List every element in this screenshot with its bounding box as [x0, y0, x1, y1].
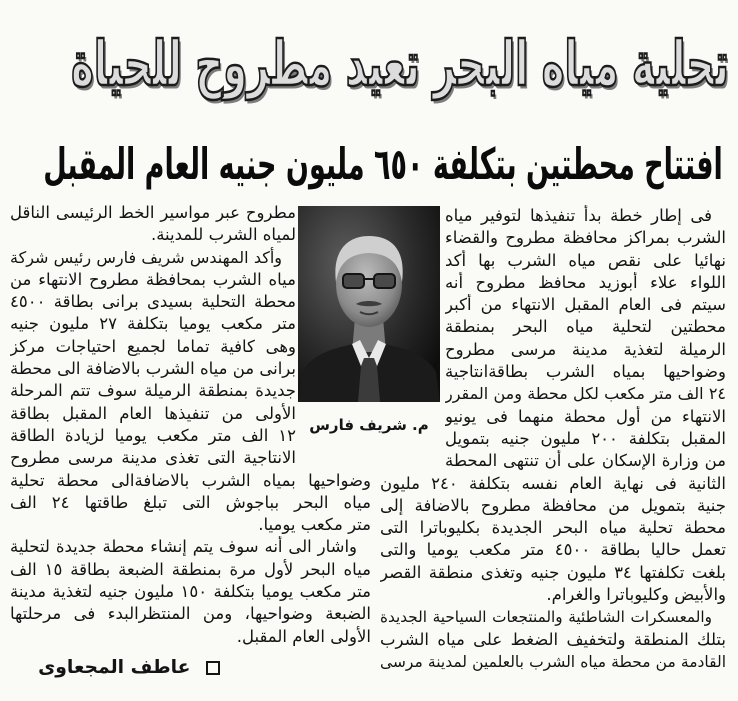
left-column-line: مياه البحر بباجوش التى تبلغ طاقتها ٢٤ الف [10, 492, 371, 512]
main-headline-text: افتتاح محطتين بتكلفة ٦٥٠ مليون جنيه العام المقبل [43, 140, 723, 190]
right-column-line: بلغت تكلفتها ٣٤ مليون جنيه وتغذى منطقة القصر [380, 562, 726, 582]
right-column-line: المقبل بتكلفة ٢٠٠ مليون جنيه بتمويل [445, 428, 726, 448]
left-column-line: ١٢ الف متر مكعب يوميا لزيادة الطاقة [10, 425, 296, 445]
left-column-line: الأولى العام المقبل. [236, 626, 371, 646]
left-column-line: جديدة بمنطقة الرميلة سوف تتم المرحلة [10, 381, 296, 401]
right-column-line: نهائيا على نقص مياه الشرب بها أكد [445, 250, 726, 270]
left-column-line: متر مكعب يوميا. [258, 515, 371, 535]
right-column-line: من وزارة الإسكان على أن تنتهى المحطة [445, 451, 726, 471]
photo-caption: م. شريف فارس [309, 416, 429, 434]
byline [38, 652, 220, 684]
right-column-line: محطة تحلية مياه البحر الجديدة بكليوباترا التى [380, 518, 726, 538]
left-column-line: الضبعة وضواحيها، ومن المنتظرالبدء فى مرحلتها [10, 604, 371, 624]
right-column-line: اللواء علاء أبوزيد محافظ مطروح أنه [445, 272, 726, 292]
left-column-line: واشار الى أنه سوف يتم إنشاء محطة جديدة لتحلية [10, 537, 357, 557]
right-column-line: القادمة من محطة مياه الشرب بالعلمين لمدينة مرسى [380, 652, 726, 671]
right-column-line: محطتين لتحلية مياه البحر بمنطقة [445, 317, 726, 337]
left-column [10, 202, 371, 648]
left-column-line: برانى من مياه الشرب بالاضافة الى محطة [10, 359, 296, 379]
right-column-line: الشرب بمراكز محافظة مطروح والقضاء [445, 228, 726, 248]
left-column-line: وضواحيها بمياه الشرب بالاضافةالى محطة تحلية [10, 470, 371, 490]
left-column-line: متر مكعب يوميا بتكلفة ١٥٠ مليون جنيه لتغذية مدينة [10, 582, 371, 602]
kicker-headline-text: تحلية مياه البحر تعيد مطروح للحياة [71, 29, 729, 102]
left-column-line: الأولى من تنفيذها العام المقبل بطاقة [10, 403, 296, 423]
right-column-line: وضواحيها بمياه الشرب بطاقةانتاجية [445, 362, 726, 382]
right-column-line: ٢٤ الف متر مكعب لكل محطة ومن المقرر [445, 384, 726, 404]
right-column-line: الرميلة لتغذية مدينة مرسى مطروح [445, 339, 726, 359]
kicker-headline [68, 20, 732, 112]
right-column-line: والأبيض وكليوباترا والغرام. [546, 585, 726, 605]
right-column-line: فى إطار خطة بدأ تنفيذها لتوفير مياه [445, 206, 712, 225]
right-column-line: الثانية فى نهاية العام نفسه بتكلفة ٢٤٠ مليون [380, 473, 726, 493]
left-column-line: محطة التحلية بسيدى برانى بطاقة ٤٥٠٠ [10, 292, 296, 312]
right-column-line: تعمل حاليا بطاقة ٤٥٠٠ متر مكعب يوميا والتى [380, 540, 726, 560]
left-column-line: متر مكعب يوميا بتكلفة ٢٧ مليون جنيه [10, 314, 296, 334]
left-column-line: لمياه الشرب للمدينة. [150, 225, 296, 245]
left-column-line: الانتاجية التى تغذى مدينة مرسى مطروح [10, 448, 296, 468]
right-column-line: الانتهاء من أول محطة منهما فى يونيو [445, 406, 726, 426]
left-column-line: مطروح عبر مواسير الخط الرئيسى الناقل [10, 203, 296, 222]
right-column-line: جنية بتمويل من محافظة مطروح بالاضافة إلى [380, 495, 726, 515]
square-bullet-icon [206, 661, 220, 675]
left-column-line: وهى كافية تماما لجميع احتياجات مركز [10, 336, 296, 356]
byline-author: عاطف المجعاوى [38, 657, 191, 678]
right-column-line: سيتم فى العام المقبل الانتهاء من أكبر [445, 295, 726, 315]
left-column-line: مياه البحر لأول مرة بمنطقة الضبعة بطاقة ١٥ الف [10, 559, 371, 579]
main-headline [36, 132, 730, 198]
right-column-line: والمعسكرات الشاطئية والمنتجعات السياحية الجديدة [380, 608, 712, 627]
left-column-line: وأكد المهندس شريف فارس رئيس شركة [10, 247, 282, 267]
right-column-line: بتلك المنطقة ولتخفيف الضغط على مياه الشرب [380, 629, 726, 649]
left-column-line: مياه الشرب بمحافظة مطروح الانتهاء من [10, 269, 296, 289]
